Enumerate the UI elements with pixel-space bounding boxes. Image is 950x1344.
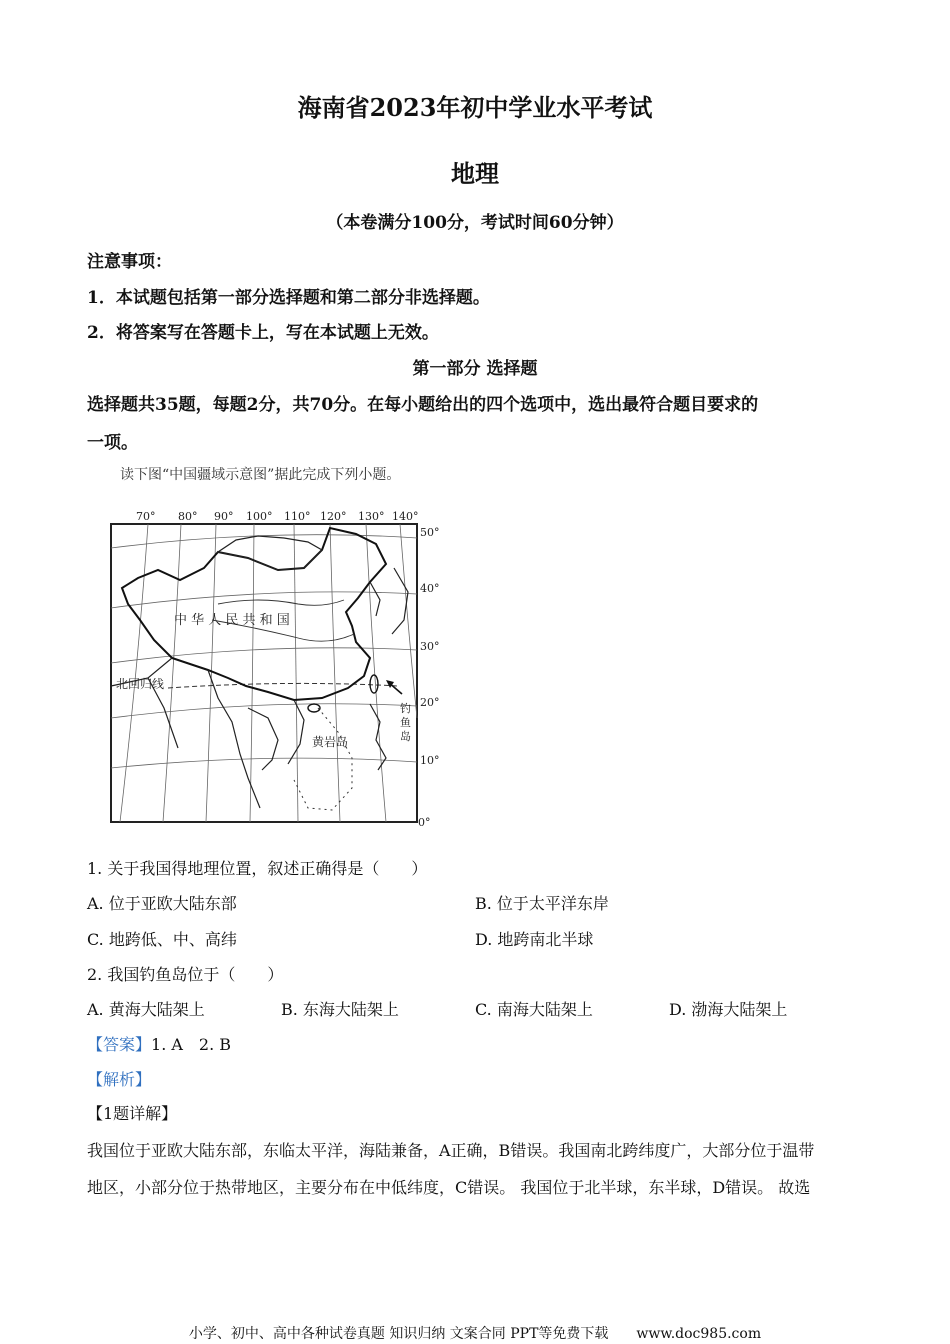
diaoyu-label-char: 鱼 bbox=[400, 716, 411, 729]
southeast-asia-coast bbox=[208, 670, 304, 808]
map-prompt: 读下图“中国疆域示意图”据此完成下列小题。 bbox=[120, 467, 401, 483]
analysis-line-2: 地区，小部分位于热带地区，主要分布在中低纬度，C错误。 我国位于北半球，东半球，D错误。 故选 bbox=[87, 1178, 811, 1197]
taiwan-island bbox=[370, 675, 378, 693]
south-asia-coast bbox=[111, 658, 178, 748]
lon-label: 130° bbox=[358, 510, 385, 523]
notice-item-1: 1．本试题包括第一部分选择题和第二部分非选择题。 bbox=[87, 288, 490, 308]
question-2-option-d: D. 渤海大陆架上 bbox=[669, 1000, 788, 1019]
score-info: （本卷满分100分，考试时间60分钟） bbox=[326, 213, 624, 233]
lon-label: 90° bbox=[214, 510, 234, 523]
tropic-line bbox=[168, 683, 398, 688]
answer-line bbox=[87, 1032, 231, 1055]
lon-label: 80° bbox=[178, 510, 198, 523]
lon-label: 120° bbox=[320, 510, 347, 523]
question-2-stem: 2. 我国钓鱼岛位于（ ） bbox=[87, 965, 284, 984]
part1-intro-line1: 选择题共35题，每题2分，共70分。在每小题给出的四个选项中，选出最符合题目要求的 bbox=[87, 395, 759, 415]
question-1-option-b: B. 位于太平洋东岸 bbox=[475, 894, 609, 913]
map-frame bbox=[111, 524, 417, 822]
lat-label: 10° bbox=[420, 754, 440, 767]
analysis-detail-label: 【1题详解】 bbox=[87, 1104, 178, 1123]
exam-title: 海南省2023年初中学业水平考试 bbox=[297, 93, 653, 122]
diaoyu-label-char: 钓 bbox=[400, 702, 411, 715]
tropic-label: 北回归线 bbox=[116, 677, 165, 691]
analysis-label: 【解析】 bbox=[87, 1070, 152, 1089]
lat-label: 30° bbox=[420, 640, 440, 653]
analysis-line-1: 我国位于亚欧大陆东部，东临太平洋，海陆兼备，A正确，B错误。我国南北跨纬度广，大部分位于温带 bbox=[87, 1141, 815, 1160]
question-2-option-a: A. 黄海大陆架上 bbox=[87, 1000, 205, 1019]
lat-label: 0° bbox=[418, 816, 431, 829]
question-1-stem: 1. 关于我国得地理位置，叙述正确得是（ ） bbox=[87, 859, 428, 878]
china-label: 中 华 人 民 共 和 国 bbox=[174, 613, 290, 628]
notice-heading: 注意事项： bbox=[87, 252, 172, 272]
lon-label: 70° bbox=[136, 510, 156, 523]
part1-intro-line2: 一项。 bbox=[87, 433, 138, 453]
lon-label: 110° bbox=[284, 510, 311, 523]
question-2-option-b: B. 东海大陆架上 bbox=[281, 1000, 399, 1019]
question-1-option-a: A. 位于亚欧大陆东部 bbox=[87, 894, 237, 913]
lat-label: 50° bbox=[420, 526, 440, 539]
notice-item-2: 2．将答案写在答题卡上，写在本试题上无效。 bbox=[87, 323, 439, 343]
answer-label: 【答案】 bbox=[87, 1035, 152, 1054]
korea-japan-coast bbox=[370, 568, 408, 634]
exam-subject: 地理 bbox=[451, 159, 499, 188]
lon-label: 100° bbox=[246, 510, 273, 523]
longitude-lines bbox=[120, 524, 417, 822]
diaoyu-label-char: 岛 bbox=[400, 730, 411, 743]
lat-label: 40° bbox=[420, 582, 440, 595]
part1-title: 第一部分 选择题 bbox=[412, 359, 538, 379]
question-1-option-c: C. 地跨低、中、高纬 bbox=[87, 930, 237, 949]
question-1-option-d: D. 地跨南北半球 bbox=[475, 930, 594, 949]
china-territory-map bbox=[108, 508, 448, 830]
question-2-option-c: C. 南海大陆架上 bbox=[475, 1000, 593, 1019]
huangyan-label: 黄岩岛 bbox=[312, 735, 349, 749]
mongolia-border bbox=[218, 536, 322, 570]
lon-label: 140° bbox=[392, 510, 419, 523]
lat-label: 20° bbox=[420, 696, 440, 709]
answer-text: 1. A 2. B bbox=[151, 1035, 232, 1054]
yellow-river bbox=[218, 600, 344, 605]
page-footer: 小学、初中、高中各种试卷真题 知识归纳 文案合同 PPT等免费下载 www.doc985.com bbox=[188, 1326, 762, 1342]
map-svg bbox=[108, 508, 448, 830]
